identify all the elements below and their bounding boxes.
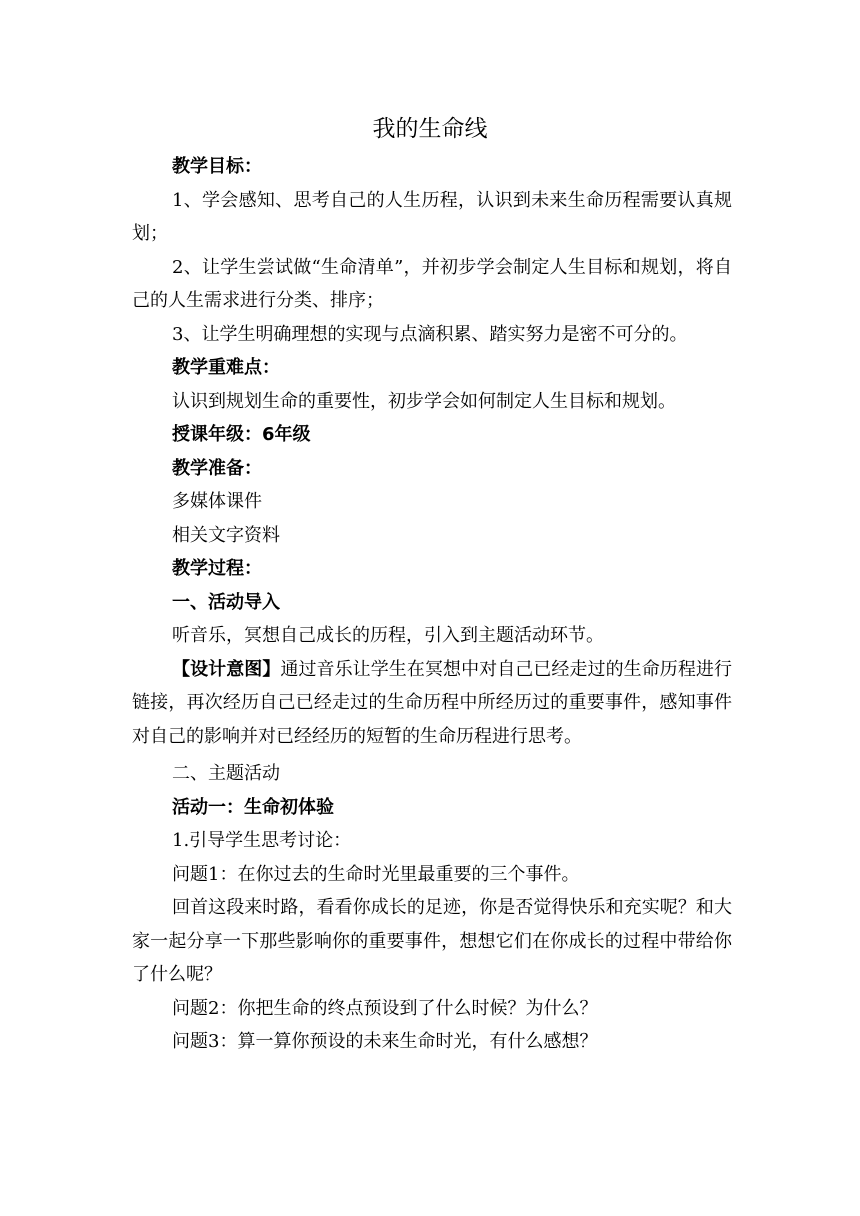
prep-heading: 教学准备： — [172, 457, 262, 479]
section-1-heading: 一、活动导入 — [172, 591, 280, 613]
key-points-heading: 教学重难点： — [172, 357, 280, 378]
goals-heading: 教学目标： — [172, 156, 262, 177]
question-2: 问题2：你把生命的终点预设到了什么时候？为什么？ — [172, 997, 598, 1019]
prep-item-2: 相关文字资料 — [172, 524, 280, 546]
design-intent-text: 通过音乐让学生在冥想中对自己已经走过的生命历程进行链接，再次经历自己已经走过的生命历程中所经历过的重要事件，感知事件对自己的影响并对已经经历的短暂的生命历程进行思考。 — [132, 658, 733, 747]
prep-item-1: 多媒体课件 — [172, 491, 262, 512]
question-3: 问题3：算一算你预设的未来生命时光，有什么感想？ — [172, 1031, 598, 1052]
document-body — [132, 150, 732, 1059]
design-intent-paragraph — [132, 653, 732, 754]
key-points-text: 认识到规划生命的重要性，初步学会如何制定人生目标和规划。 — [172, 390, 676, 412]
step-1: 1.引导学生思考讨论： — [172, 830, 352, 851]
goal-3: 3、让学生明确理想的实现与点滴积累、踏实努力是密不可分的。 — [172, 323, 688, 345]
goal-2: 2、让学生尝试做“生命清单”，并初步学会制定人生目标和规划，将自己的人生需求进行分类、排序； — [132, 256, 732, 311]
question-1-detail: 回首这段来时路，看看你成长的足迹，你是否觉得快乐和充实呢？和大家一起分享一下那些影响你的重要事件，想想它们在你成长的过程中带给你了什么呢？ — [132, 897, 732, 985]
section-1-text: 听音乐，冥想自己成长的历程，引入到主题活动环节。 — [172, 625, 604, 646]
document-title: 我的生命线 — [372, 116, 488, 142]
activity-1-heading: 活动一：生命初体验 — [172, 796, 334, 818]
process-heading: 教学过程： — [172, 558, 262, 579]
goal-1: 1、学会感知、思考自己的人生历程，认识到未来生命历程需要认真规划； — [132, 189, 732, 244]
question-1: 问题1：在你过去的生命时光里最重要的三个事件。 — [172, 863, 580, 885]
design-intent-label: 【设计意图】 — [172, 658, 281, 680]
grade-line: 授课年级：6年级 — [172, 424, 311, 445]
section-2-heading: 二、主题活动 — [172, 763, 280, 784]
